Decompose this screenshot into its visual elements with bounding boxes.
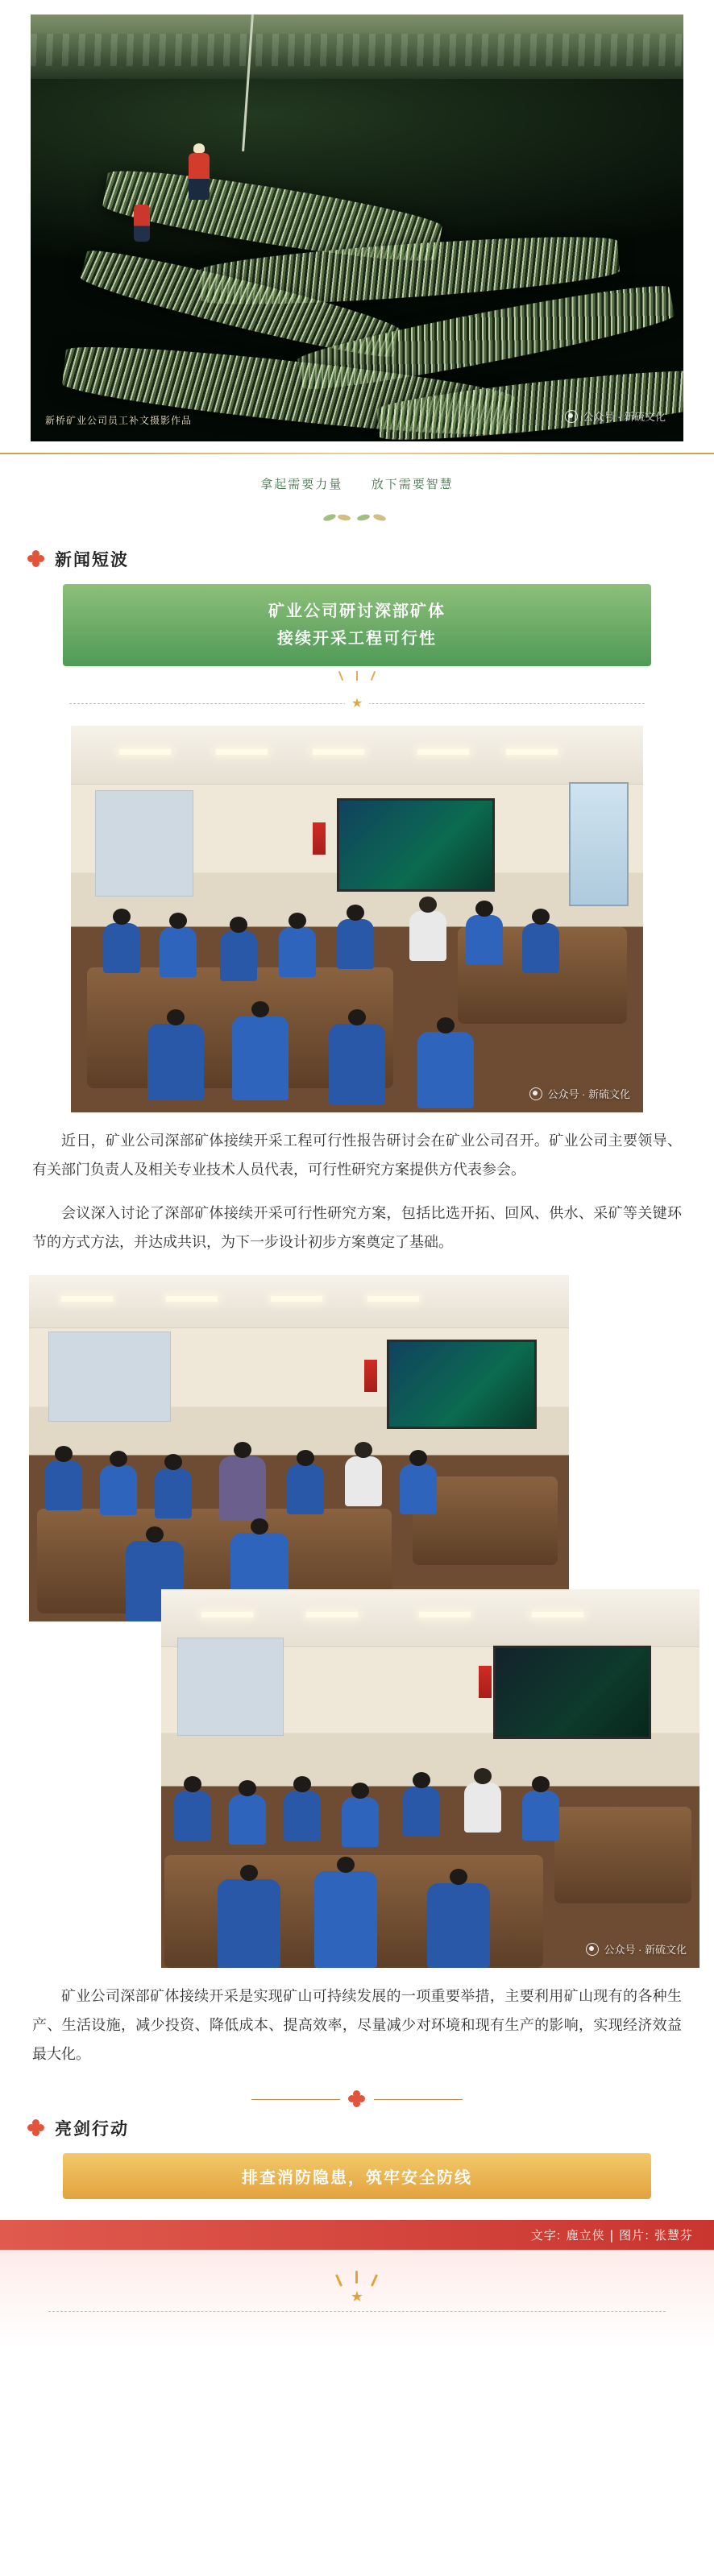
slogan-right: 放下需要智慧: [371, 477, 454, 491]
star-icon: ★: [345, 694, 369, 714]
attendee: [342, 1797, 379, 1847]
window: [569, 782, 629, 906]
watermark-text: 公众号 · 新硫文化: [547, 1088, 630, 1100]
flag-icon: [313, 822, 326, 855]
wechat-badge-icon: [529, 1087, 542, 1100]
meeting-photo-1: [71, 726, 643, 1112]
section-heading-news: [27, 547, 714, 571]
wechat-badge-icon: [565, 410, 578, 423]
paragraph-2: 会议深入讨论了深部矿体接续开采可行性研究方案，包括比选开拓、回风、供水、采矿等关键环节的方式方法，并达成共识，为下一步设计初步方案奠定了基础。: [32, 1205, 682, 1251]
flower-icon: [348, 2090, 366, 2108]
attendee: [229, 1795, 266, 1845]
attendee: [345, 1456, 382, 1506]
attendee: [279, 927, 316, 977]
watermark: [565, 408, 666, 424]
attendee: [174, 1791, 211, 1841]
ceiling: [29, 1275, 569, 1328]
ornament-bar: [251, 2099, 340, 2100]
headline-line-1: 矿业公司研讨深部矿体: [268, 601, 446, 620]
attendee: [147, 1024, 204, 1100]
slogan: [0, 454, 714, 495]
attendee: [219, 1456, 266, 1521]
attendee: [100, 1465, 137, 1515]
star-icon: ★: [350, 2288, 364, 2305]
attendee: [409, 911, 446, 961]
attendee: [160, 927, 197, 977]
watermark-text: 公众号 · 新硫文化: [583, 411, 666, 423]
meeting-photo-3: [161, 1589, 699, 1968]
meeting-photo-2: [29, 1275, 569, 1621]
paragraph-1: 近日，矿业公司深部矿体接续开采工程可行性报告研讨会在矿业公司召开。矿业公司主要领导、有关部门负责人及相关专业技术人员代表，可行性研究方案提供方代表参会。: [32, 1133, 682, 1178]
conference-table: [554, 1807, 691, 1903]
watermark-text: 公众号 · 新硫文化: [604, 1944, 687, 1956]
footer-ornament: [0, 2250, 714, 2346]
attendee: [287, 1464, 324, 1514]
attendee: [400, 1464, 437, 1514]
headline-plaque-wrap: [63, 584, 651, 666]
attendee: [522, 1791, 559, 1841]
attendee: [232, 1016, 289, 1100]
section-title: 新闻短波: [55, 550, 129, 569]
hero-caption: 新桥矿业公司员工补文摄影作品: [45, 415, 193, 426]
ornament-bar: [374, 2099, 463, 2100]
attendee: [284, 1791, 321, 1841]
hero-photo: [31, 14, 683, 441]
attendee: [337, 919, 374, 969]
attendee: [220, 931, 257, 981]
leaf-ornament-icon: [309, 508, 405, 529]
attendee: [103, 923, 140, 973]
attendee: [329, 1024, 385, 1104]
flag-icon: [364, 1360, 377, 1392]
headline-plaque-2: 排查消防隐患，筑牢安全防线: [63, 2153, 651, 2199]
wall-panel: [95, 790, 193, 897]
attendee: [427, 1883, 490, 1968]
paragraph-3: 矿业公司深部矿体接续开采是实现矿山可持续发展的一项重要举措，主要利用矿山现有的各种生产、生活设施，减少投资、降低成本、提高效率，尽量减少对环境和现有生产的影响，实现经济效益最大化。: [32, 1988, 682, 2063]
attendee: [45, 1460, 82, 1510]
watermark: [586, 1941, 687, 1957]
attendee: [522, 923, 559, 973]
wall-panel: [48, 1331, 171, 1422]
ornament-divider: [0, 2090, 714, 2108]
hero-sky: [31, 14, 683, 84]
dashed-divider: [48, 2311, 666, 2312]
projection-screen: [337, 798, 495, 892]
attendee: [218, 1879, 280, 1968]
attendee: [417, 1032, 474, 1108]
dashed-divider: [69, 697, 645, 710]
tick-ornament-icon: [329, 671, 385, 685]
attendee: [155, 1468, 192, 1518]
ceiling: [71, 726, 643, 785]
flag-icon: [479, 1666, 492, 1698]
worker-figure: [134, 205, 150, 242]
headline-plaque: [63, 584, 651, 666]
attendee: [466, 915, 503, 965]
section-title: 亮剑行动: [55, 2119, 129, 2139]
credits-bar: 文字: 鹿立侠 | 图片: 张慧芬: [0, 2220, 714, 2250]
flower-icon: [27, 2119, 45, 2137]
worker-figure: [189, 153, 210, 200]
flower-icon: [27, 550, 45, 568]
wall-panel: [177, 1638, 284, 1736]
projection-screen: [387, 1340, 537, 1429]
watermark: [529, 1086, 630, 1101]
attendee: [403, 1787, 440, 1837]
attendee: [314, 1871, 377, 1968]
headline-line-2: 接续开采工程可行性: [277, 628, 437, 648]
section-heading-action: [27, 2116, 714, 2140]
projection-screen: [493, 1646, 651, 1739]
slogan-left: 拿起需要力量: [260, 477, 343, 491]
wechat-badge-icon: [586, 1943, 599, 1956]
attendee: [464, 1783, 501, 1833]
